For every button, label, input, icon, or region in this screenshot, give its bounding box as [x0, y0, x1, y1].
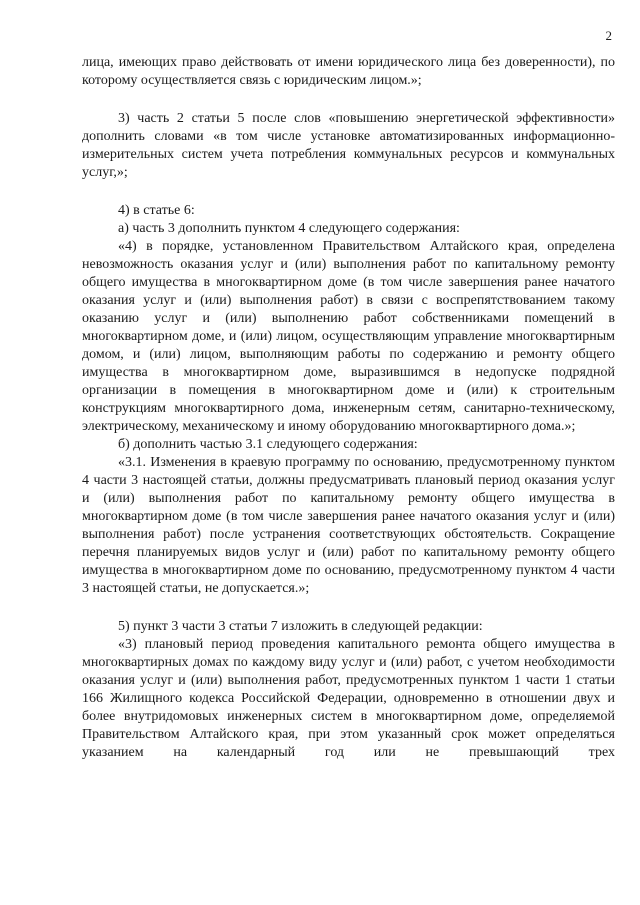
document-body [82, 54, 615, 762]
paragraph-gap [82, 182, 615, 202]
paragraph-subitem-a: а) часть 3 дополнить пунктом 4 следующего содержания: [118, 221, 460, 236]
paragraph-item-4: 4) в статье 6: [118, 203, 195, 218]
paragraph-quote-point-3: «3) плановый период проведения капитального ремонта общего имущества в многоквартирных домах по каждому виду услуг и (или) работ, с учетом необходимости оказания услуг и (или) выполнения работ, предусмотренных пунктом 1 части 1 статьи 166 Жилищного кодекса Российской Федерации, одновременно в отношении двух и более внутридомовых инженерных систем в многоквартирном доме, определяемой Правительством Алтайского края, при этом указанный срок может определяться указанием на календарный год или не превышающий трех [82, 637, 615, 760]
paragraph-gap [82, 90, 615, 110]
paragraph-quote-point-4: «4) в порядке, установленном Правительством Алтайского края, определена невозможность оказания услуг и (или) выполнения работ по капитальному ремонту общего имущества в многоквартирном доме (в том числе завершения ранее начатого оказания услуг и (или) выполнения работ) в связи с воспрепятствованием такому оказанию услуг и (или) выполнению работ собственниками помещений в многоквартирном доме, и (или) лицом, осуществляющим управление многоквартирным домом, и (или) лицом, выполняющим работы по содержанию и ремонту общего имущества в многоквартирном доме, выразившимся в недопуске подрядной организации в помещения в многоквартирном доме и (или) к строительным конструкциям многоквартирного дома, инженерным сетям, санитарно-техническому, электрическому, механическому и иному оборудованию многоквартирного дома.»; [82, 239, 615, 434]
paragraph-item-5: 5) пункт 3 части 3 статьи 7 изложить в следующей редакции: [118, 619, 483, 634]
paragraph-continuation: лица, имеющих право действовать от имени юридического лица без доверенности), по которому осуществляется связь с юридическим лицом.»; [82, 55, 615, 88]
paragraph-item-3: 3) часть 2 статьи 5 после слов «повышению энергетической эффективности» дополнить словами «в том числе установке автоматизированных информационно-измерительных систем учета потребления коммунальных ресурсов и коммунальных услуг,»; [82, 111, 615, 180]
paragraph-gap [82, 598, 615, 618]
page-number: 2 [605, 28, 612, 43]
paragraph-subitem-b: б) дополнить частью 3.1 следующего содержания: [118, 437, 418, 452]
paragraph-quote-part-3-1: «3.1. Изменения в краевую программу по основанию, предусмотренному пунктом 4 части 3 настоящей статьи, должны предусматривать плановый период оказания услуг и (или) выполнения работ по капитальному ремонту общего имущества в многоквартирном доме (в том числе завершения ранее начатого оказания услуг и (или) выполнения работ) после устранения соответствующих обстоятельств. Сокращение перечня планируемых видов услуг и (или) работ по капитальному ремонту общего имущества в многоквартирном доме по основанию, предусмотренному пунктом 4 части 3 настоящей статьи, не допускается.»; [82, 455, 615, 596]
